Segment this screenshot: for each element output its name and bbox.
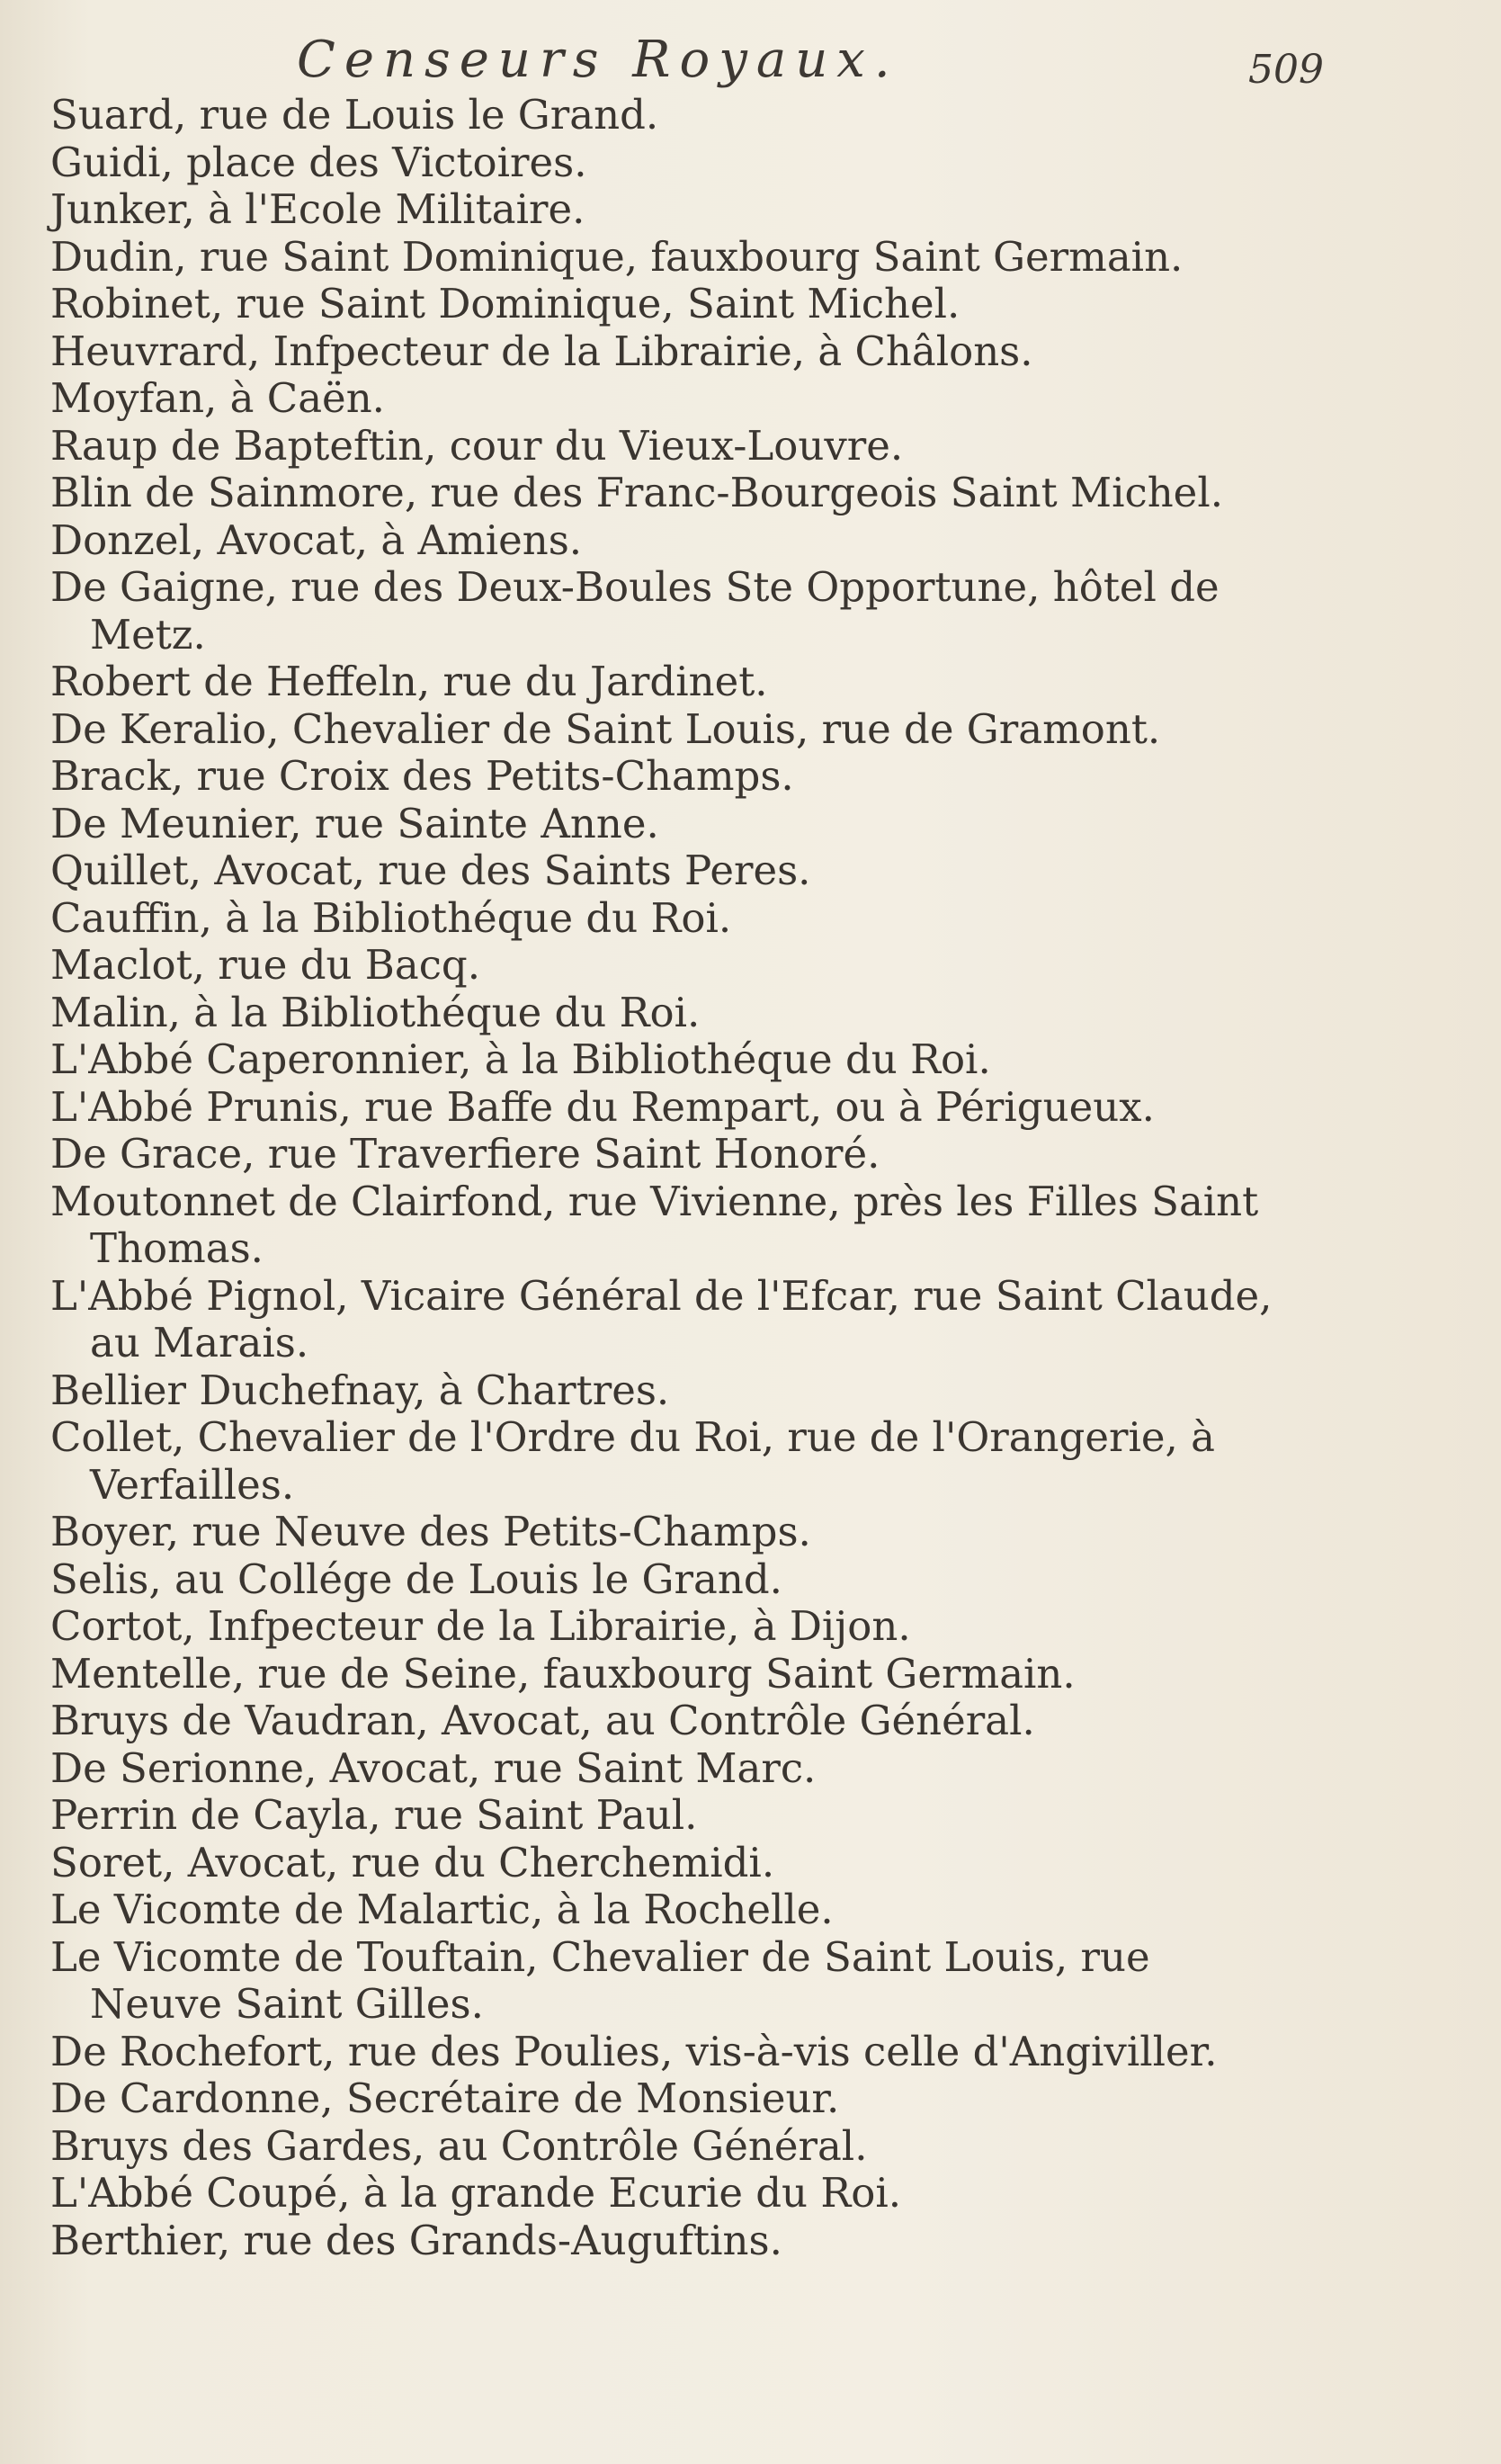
list-item: Bruys des Gardes, au Contrôle Général.	[50, 2121, 868, 2170]
list-item: Maclot, rue du Bacq.	[50, 941, 481, 989]
list-item: Dudin, rue Saint Dominique, fauxbourg Saint Germain.	[50, 232, 1184, 281]
list-item: Blin de Sainmore, rue des Franc-Bourgeois Saint Michel.	[50, 469, 1224, 516]
list-item: Berthier, rue des Grands-Auguftins.	[50, 2216, 782, 2264]
list-item: Robinet, rue Saint Dominique, Saint Michel.	[50, 280, 960, 327]
list-item: Donzel, Avocat, à Amiens.	[50, 515, 583, 564]
censor-list	[50, 92, 1327, 2264]
list-item: De Meunier, rue Sainte Anne.	[50, 799, 659, 847]
list-item: Soret, Avocat, rue du Cherchemidi.	[50, 1838, 775, 1886]
list-item: Guidi, place des Victoires.	[50, 138, 587, 186]
list-item: De Gaigne, rue des Deux-Boules Ste Opportune, hôtel de Metz.	[50, 563, 1220, 659]
list-item: Robert de Heffeln, rue du Jardinet.	[50, 658, 768, 705]
list-item: Cortot, Infpecteur de la Librairie, à Dijon.	[50, 1602, 911, 1650]
list-item: L'Abbé Caperonnier, à la Bibliothéque du Roi.	[50, 1035, 991, 1083]
list-item: L'Abbé Prunis, rue Baffe du Rempart, ou à Périgueux.	[50, 1082, 1155, 1131]
page-number: 509	[1248, 47, 1324, 93]
list-item: Le Vicomte de Touftain, Chevalier de Saint Louis, rue Neuve Saint Gilles.	[50, 1932, 1150, 2028]
list-item: Mentelle, rue de Seine, fauxbourg Saint Germain.	[50, 1649, 1076, 1698]
list-item: Suard, rue de Louis le Grand.	[50, 91, 659, 139]
page-header	[0, 27, 1501, 93]
list-item: Heuvrard, Infpecteur de la Librairie, à Châlons.	[50, 327, 1033, 375]
list-item: Raup de Bapteftin, cour du Vieux-Louvre.	[50, 421, 904, 470]
list-item: L'Abbé Coupé, à la grande Ecurie du Roi.	[50, 2169, 902, 2217]
list-item: Moyfan, à Caën.	[50, 374, 385, 422]
list-item: Perrin de Cayla, rue Saint Paul.	[50, 1791, 698, 1839]
list-item: Selis, au Collége de Louis le Grand.	[50, 1555, 782, 1603]
list-item: De Cardonne, Secrétaire de Monsieur.	[50, 2074, 840, 2122]
list-item: Le Vicomte de Malartic, à la Rochelle.	[50, 1886, 834, 1933]
list-item: L'Abbé Pignol, Vicaire Général de l'Efcar, rue Saint Claude, au Marais.	[50, 1271, 1273, 1366]
list-item: De Serionne, Avocat, rue Saint Marc.	[50, 1743, 817, 1792]
list-item: De Keralio, Chevalier de Saint Louis, rue de Gramont.	[50, 704, 1161, 753]
list-item: Bellier Duchefnay, à Chartres.	[50, 1366, 670, 1414]
list-item: Collet, Chevalier de l'Ordre du Roi, rue de l'Orangerie, à Verfailles.	[50, 1413, 1215, 1509]
list-item: De Rochefort, rue des Poulies, vis-à-vis celle d'Angiviller.	[50, 2027, 1218, 2075]
list-item: Boyer, rue Neuve des Petits-Champs.	[50, 1508, 811, 1555]
list-item: Cauffin, à la Bibliothéque du Roi.	[50, 893, 732, 942]
list-item: Malin, à la Bibliothéque du Roi.	[50, 988, 701, 1036]
list-item: Moutonnet de Clairfond, rue Vivienne, près les Filles Saint Thomas.	[50, 1177, 1259, 1272]
list-item: Quillet, Avocat, rue des Saints Peres.	[50, 847, 811, 894]
list-item: De Grace, rue Traverfiere Saint Honoré.	[50, 1130, 880, 1178]
list-item: Brack, rue Croix des Petits-Champs.	[50, 752, 794, 800]
list-item: Bruys de Vaudran, Avocat, au Contrôle Général.	[50, 1697, 1035, 1744]
list-item: Junker, à l'Ecole Militaire.	[50, 185, 585, 233]
running-head: Censeurs Royaux.	[297, 31, 899, 89]
